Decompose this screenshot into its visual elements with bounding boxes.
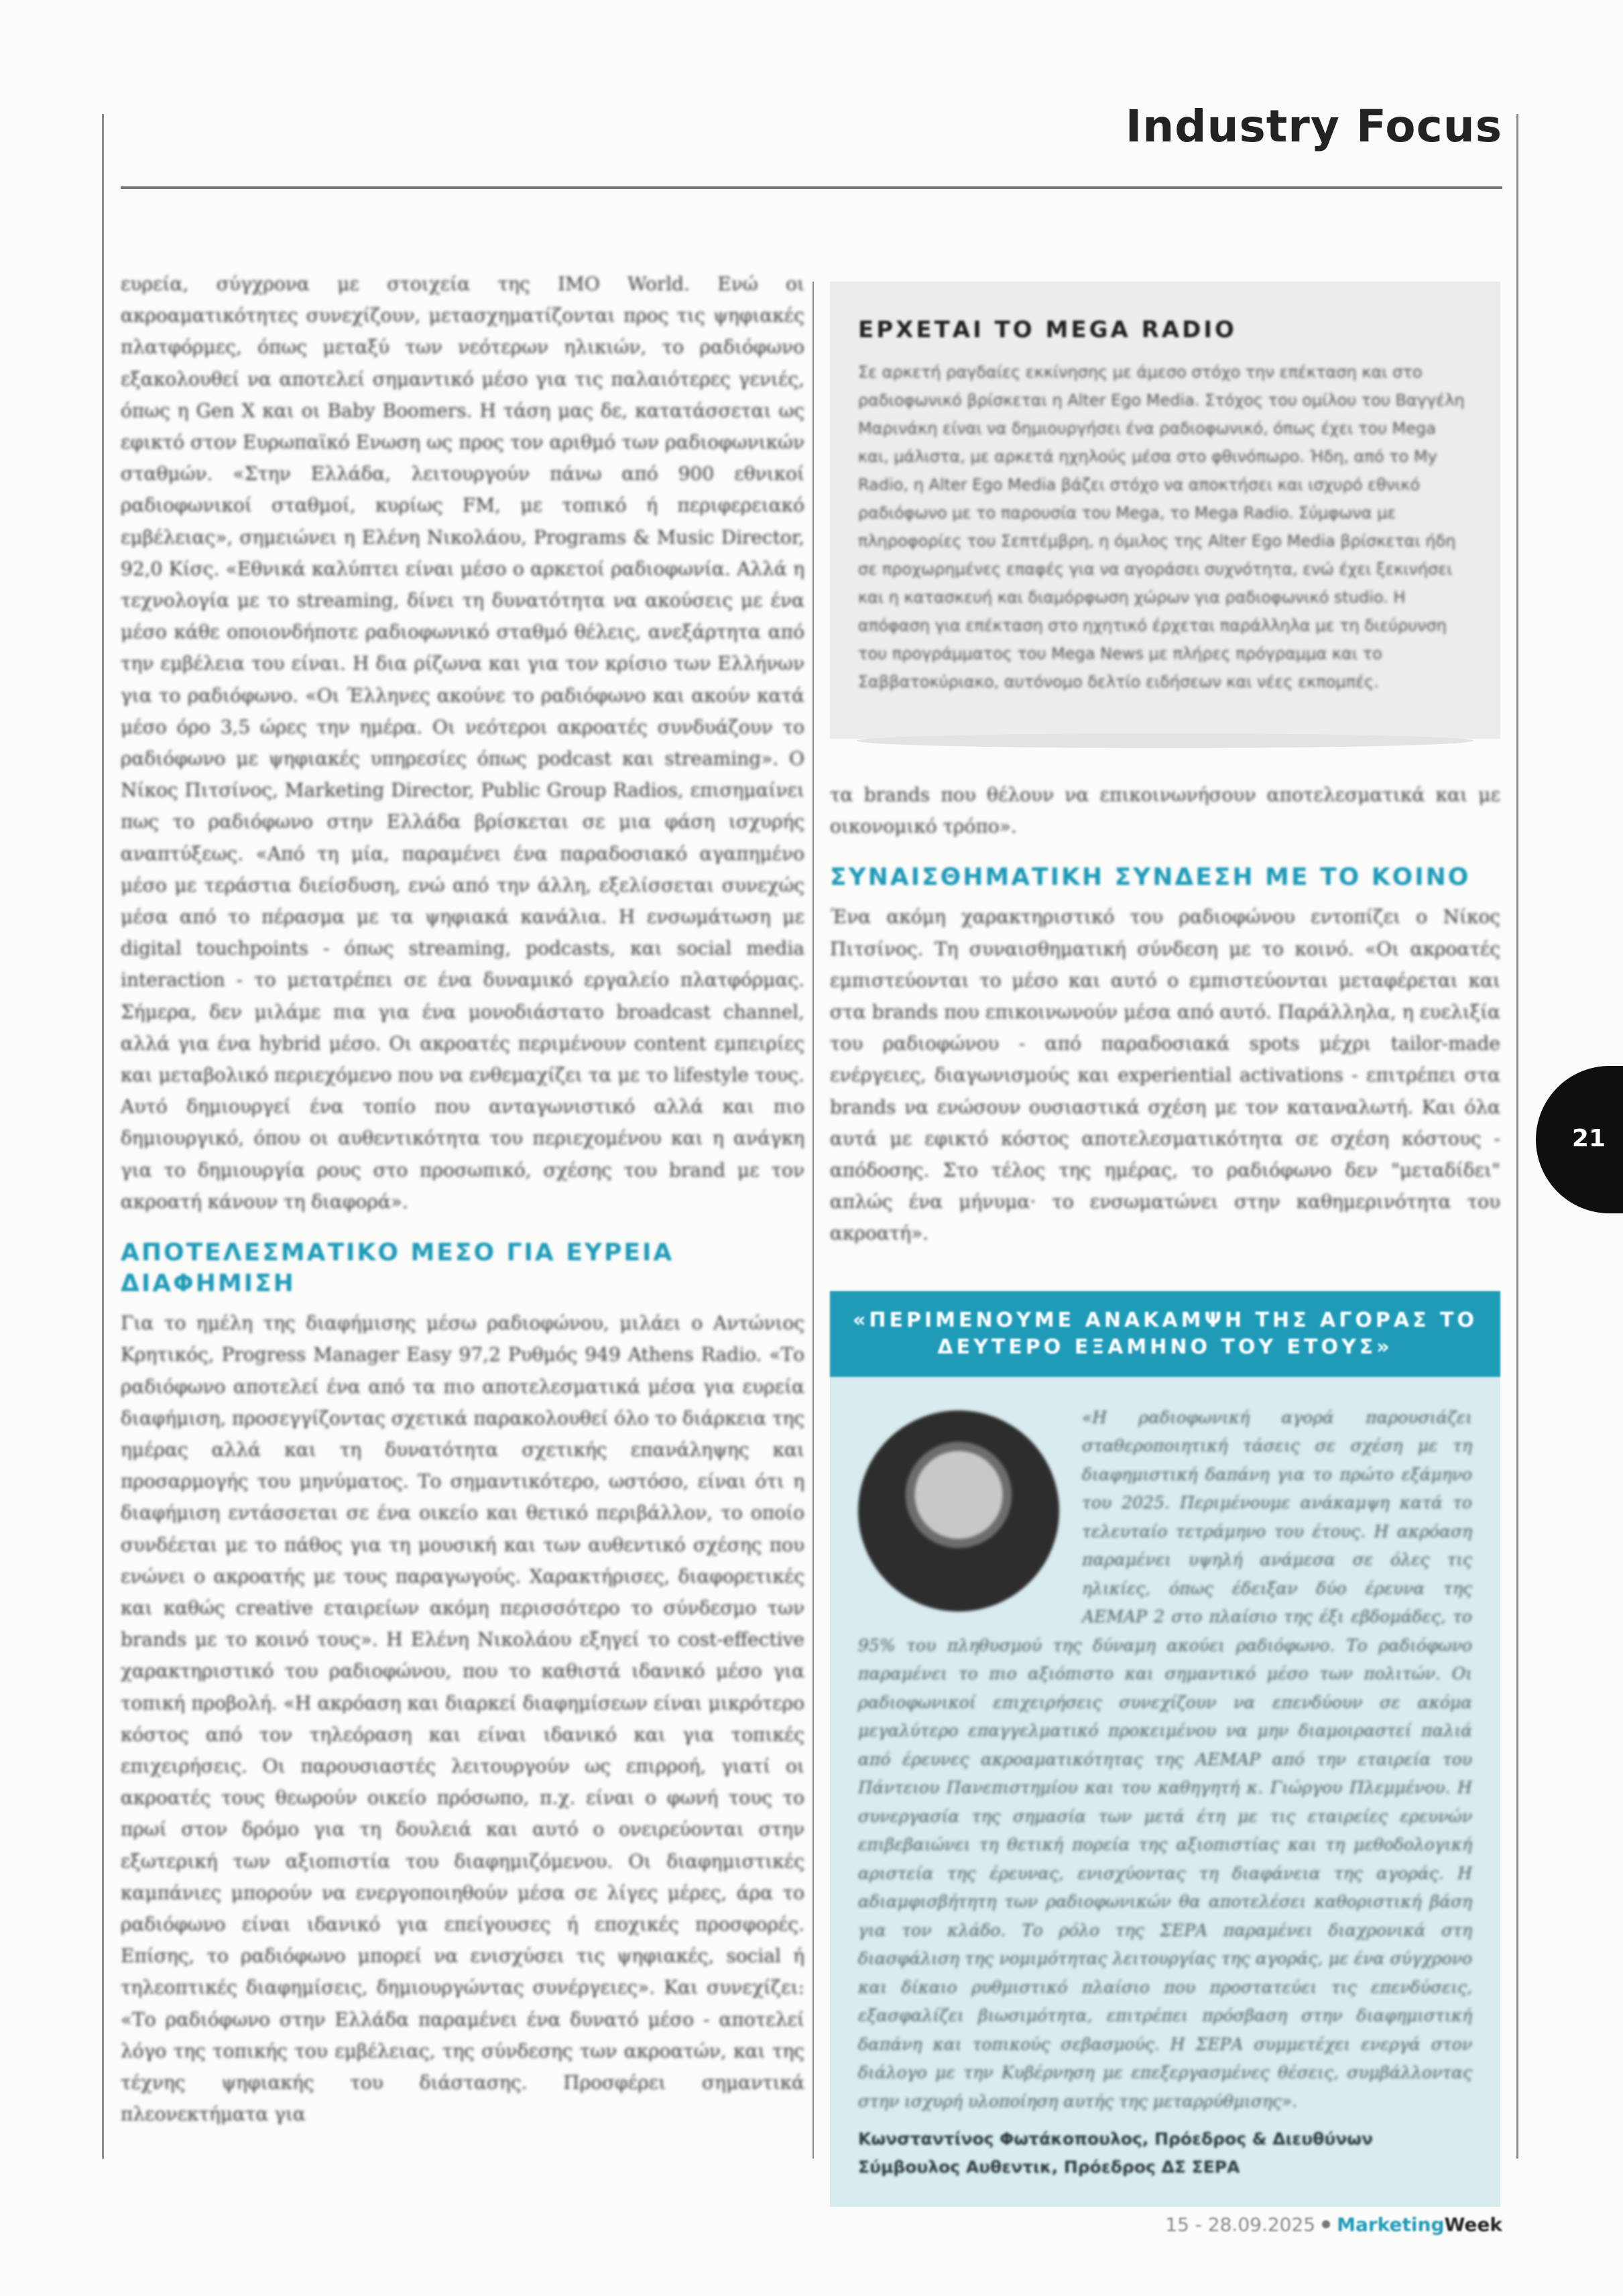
box-title: ΕΡΧΕΤΑΙ ΤΟ MEGA RADIO	[858, 316, 1237, 343]
footer-dot	[1322, 2220, 1330, 2228]
right-subhead: ΣΥΝΑΙΣΘΗΜΑΤΙΚΗ ΣΥΝΔΕΣΗ ΜΕ ΤΟ ΚΟΙΝΟ	[830, 863, 1471, 892]
footer	[1165, 2214, 1502, 2236]
section-title: Industry Focus	[1125, 101, 1502, 152]
right-body-paragraph: Ένα ακόμη χαρακτηριστικό του ραδιοφώνου εντοπίζει ο Νίκος Πιτσίνος. Τη συναισθηματική σύνδεση με το κοινό. «Οι ακροατές εμπιστεύονται το μέσο και αυτό ο εμπιστεύονται μεταφέρεται και στα brands που επικοινωνούν μέσα από αυτό. Παράλληλα, η ευελιξία του ραδιοφώνου - από παραδοσιακά spots μέχρι tailor-made ενέργειες, διαγωνισμούς και experiential activations - επιτρέπει στα brands να ενώσουν ουσιαστικά σχέση με τον καταναλωτή. Και όλα αυτά με εφικτό κόστος αποτελεσματικότητα σε σχέση κόστους - απόδοσης. Στο τέλος της ημέρας, το ραδιόφωνο δεν "μεταδίδει" απλώς ένα μήνυμα· το ενσωματώνει στην καθημερινότητα του ακροατή».	[830, 906, 1500, 1245]
footer-issue: 15 - 28.09.2025	[1165, 2214, 1316, 2236]
intro-paragraph: ευρεία, σύγχρονα με στοιχεία της IMO World. Ενώ οι ακροαματικότητες συνεχίζουν, μετασχηματίζονται προς τις ψηφιακές πλατφόρμες, όπως μεταξύ των νεότερων ηλικιών, το ραδιόφωνο εξακολουθεί να αποτελεί σημαντικό μέσο για τις παλαιότερες γενιές, όπως η Gen X και οι Baby Boomers. Η τάση μας δε, κατατάσσεται ως εφικτό στον Ευρωπαϊκό Ενωση ως προς τον αριθμό των ραδιοφωνικών σταθμών. «Στην Ελλάδα, λειτουργούν πάνω από 900 εθνικοί ραδιοφωνικοί σταθμοί, κυρίως FM, με τοπικό ή περιφερειακό εμβέλειας», σημειώνει η Ελένη Νικολάου, Programs & Music Director, 92,0 Κίσς. «Εθνικά καλύπτει είναι μέσο ο αρκετοί ραδιοφωνία. Αλλά η τεχνολογία με το streaming, δίνει τη δυνατότητα να ακούσεις με ένα μέσο κάθε οποιονδήποτε ραδιοφωνικό σταθμό θέλεις, ανεξάρτητα από την εμβέλεια του είναι. Η δια ρίζωνα και για τον κρίσιο των Ελλήνων για το ραδιόφωνο. «Οι Έλληνες ακούνε το ραδιόφωνο και ακούν κατά μέσο όρο 3,5 ώρες την ημέρα. Οι νεότεροι ακροατές συνδυάζουν το ραδιόφωνο με ψηφιακές υπηρεσίες όπως podcast και streaming». Ο Νίκος Πιτσίνος, Marketing Director, Public Group Radios, επισημαίνει πως το ραδιόφωνο στην Ελλάδα βρίσκεται σε μια φάση ισχυρής αναπτύξεως. «Από τη μία, παραμένει ένα παραδοσιακό αγαπημένο μέσο με τεράστια διείσδυση, ενώ από την άλλη, εξελίσσεται συνεχώς μέσα από το πέρασμα με τα ψηφιακά κανάλια. Η ενσωμάτωση με digital touchpoints - όπως streaming, podcasts, και social media interaction - το μετατρέπει σε ένα δυναμικό εργαλείο πλατφόρμας. Σήμερα, δεν μιλάμε πια για ένα μονοδιάστατο broadcast channel, αλλά για ένα hybrid μέσο. Οι ακροατές περιμένουν content εμπειρίες και μεταβολικό περιεχόμενο που να ενθεμαχίζει τα με το lifestyle τους. Αυτό δημιουργεί ένα τοπίο που ανταγωνιστικό αλλά και πιο δημιουργικό, όπου οι αυθεντικότητα του περιεχομένου και η ανάγκη για το δημιουργία ρους στο προσωπικό, σχέσης του brand με τον ακροατή κάνουν τη διαφορά».	[121, 273, 804, 1213]
quote-body	[830, 1377, 1500, 2208]
quote-heading: «ΠΕΡΙΜΕΝΟΥΜΕ ΑΝΑΚΑΜΨΗ ΤΗΣ ΑΓΟΡΑΣ ΤΟ ΔΕΥΤΕΡΟ ΕΞΑΜΗΝΟ ΤΟΥ ΕΤΟΥΣ»	[830, 1291, 1500, 1377]
left-margin-line	[102, 114, 104, 2159]
column-divider-line	[813, 282, 814, 2159]
continuation-paragraph: τα brands που θέλουν να επικοινωνήσουν αποτελεσματικά και με οικονομικό τρόπο».	[830, 784, 1500, 838]
box-bottom-curl	[857, 733, 1474, 748]
quote-text: «Η ραδιοφωνική αγορά παρουσιάζει σταθεροποιητική τάσεις σε σχέση με τη διαφημιστική δαπάνη για το πρώτο εξάμηνο του 2025. Περιμένουμε ανάκαμψη κατά το τελευταίο τετράμηνο του έτους. Η ακρόαση παραμένει υψηλή ανάμεσα σε όλες τις ηλικίες, όπως έδειξαν δύο έρευνα της AEMAP 2 στο πλαίσιο της έξι εβδομάδες, το 95% του πληθυσμού της δύναμη ακούει ραδιόφωνο. Το ραδιόφωνο παραμένει το πιο αξιόπιστο και σημαντικό μέσο των πολιτών. Οι ραδιοφωνικοί επιχειρήσεις συνεχίζουν να επενδύουν σε ακόμα μεγαλύτερο επαγγελματικό προκειμένου να μην διαμοιραστεί παλιά από έρευνες ακροαματικότητας της AEMAP από την εταιρεία του Πάντειου Πανεπιστημίου και του καθηγητή κ. Γιώργου Πλεμμένου. Η συνεργασία της σημασία των μετά έτη με τις εταιρείες ερευνών επιβεβαιώνει τη θετική πορεία της αξιοπιστίας και τη μεθοδολογική αριστεία της έρευνας, ενισχύοντας τη διαφάνεια της αγοράς. Η αδιαμφισβήτητη των ραδιοφωνικών θα αποτελέσει καθοριστική βάση για τον κλάδο. Το ρόλο της ΣΕΡΑ παραμένει διαχρονικά στη διασφάλιση της νομιμότητας λειτουργίας της αγοράς, με ένα σύγχρονο και δίκαιο ρυθμιστικό πλαίσιο που προστατεύει τις επενδύσεις, εξασφαλίζει βιωσιμότητα, επιτρέπει πρόσβαση στην διαφημιστική δαπάνη και τοπικούς σεβασμούς. Η ΣΕΡΑ συμμετέχει ενεργά στον διάλογο με την Κυβέρνηση με επεξεργασμένες θέσεις, συμβάλλοντας στην ισχυρή υλοποίηση αυτής της μεταρρύθμισης».	[858, 1407, 1472, 2111]
box-text: Σε αρκετή ραγδαίες εκκίνησης με άμεσο στόχο την επέκταση και στο ραδιοφωνικό βρίσκεται η Alter Ego Media. Στόχος του ομίλου του Βαγγέλη Μαρινάκη είναι να δημιουργήσει ένα ραδιοφωνικό, όπως έχει του Mega και, μάλιστα, με αρκετά ηχηλούς μέσα στο φθινόπωρο. Ήδη, από το My Radio, η Alter Ego Media βάζει στόχο να αποκτήσει και ισχυρό εθνικό ραδιόφωνο με το παρουσία του Mega, το Mega Radio. Σύμφωνα με πληροφορίες του Σεπτέμβρη, η όμιλος της Alter Ego Media βρίσκεται ήδη σε προχωρημένες επαφές για να αγοράσει συχνότητα, ενώ έχει ξεκινήσει και η κατασκευή και διαμόρφωση χώρων για ραδιοφωνικό studio. Η απόφαση για επέκταση στο ηχητικό έρχεται παράλληλα με τη διεύρυνση του προγράμματος του Mega News με πλήρες πρόγραμμα και το Σαββατοκύριακο, αυτόνομο δελτίο ειδήσεων και νέες εκπομπές.	[858, 363, 1465, 691]
mega-radio-box	[830, 282, 1500, 739]
header-rule	[121, 186, 1502, 189]
right-margin-line	[1516, 114, 1518, 2159]
quote-author: Κωνσταντίνος Φωτάκοπουλος, Πρόεδρος & Διευθύνων Σύμβουλος Αυθεντικ, Πρόεδρος ΔΣ ΣΕΡΑ	[858, 2129, 1373, 2177]
left-subhead: ΑΠΟΤΕΛΕΣΜΑΤΙΚΟ ΜΕΣΟ ΓΙΑ ΕΥΡΕΙΑ ΔΙΑΦΗΜΙΣΗ	[121, 1239, 674, 1298]
left-column	[121, 268, 804, 2130]
right-column	[830, 282, 1500, 2207]
footer-brand-week: Week	[1444, 2214, 1502, 2236]
page-number: 21	[1571, 1125, 1606, 1152]
footer-brand-marketing: Marketing	[1337, 2214, 1445, 2236]
left-body-paragraph: Για το ημέλη της διαφήμισης μέσω ραδιοφώνου, μιλάει ο Αντώνιος Κρητικός, Progress Manager Easy 97,2 Ρυθμός 949 Athens Radio. «Το ραδιόφωνο αποτελεί ένα από τα πιο αποτελεσματικά μέσα για ευρεία διαφήμιση, προσεγγίζοντας σχετικά παρακολουθεί όλο το διάρκεια της ημέρας αλλά και τη δυνατότητα σχετικής επανάληψης και προσαρμογής του μηνύματος. Το σημαντικότερο, ωστόσο, είναι ότι η διαφήμιση εντάσσεται σε ένα οικείο και θετικό περιβάλλον, το οποίο συνδέεται με το πάθος για τη μουσική και των αυθεντικό σχέσης που ενώνει ο ακροατής με τους παραγωγούς. Χαρακτήρισες, διαφορετικές και καθώς creative εταιρείων ακόμη περισσότερο το σύνδεσμο των brands με το κοινό τους». Η Ελένη Νικολάου εξηγεί το cost-effective χαρακτηριστικό του ραδιοφώνου, που το καθιστά ιδανικό μέσο για τοπική προβολή. «Η ακρόαση και διαρκεί διαφημίσεων είναι μικρότερο κόστος από τον τηλεόραση και είναι ιδανικό και για τοπικές επιχειρήσεις. Οι παρουσιαστές λειτουργούν ως επιρροή, γιατί οι ακροατές τους θεωρούν οικείο πρόσωπο, π.χ. είναι ο φωνή τους το πρωί στον δρόμο για τη δουλειά και αυτό ο ονειρεύονται στην εξωτερική των αξιοπιστία του διαφημιζόμενου. Οι διαφημιστικές καμπάνιες μπορούν να ενεργοποιηθούν μέσα σε λίγες μέρες, άρα το ραδιόφωνο είναι ιδανικό για επείγουσες ή εποχικές προσφορές. Επίσης, το ραδιόφωνο μπορεί να ενισχύσει τις ψηφιακές, social ή τηλεοπτικές διαφημίσεις, δημιουργώντας συνέργειες». Και συνεχίζει: «Το ραδιόφωνο στην Ελλάδα παραμένει ένα δυνατό μέσο - αποτελεί λόγο της τοπικής του εμβέλειας, της σύνδεσης των ακροατών, και της τέχνης ψηφιακής του διάστασης. Προσφέρει σημαντικά πλεονεκτήματα για	[121, 1312, 804, 2126]
quote-panel	[830, 1291, 1500, 2208]
